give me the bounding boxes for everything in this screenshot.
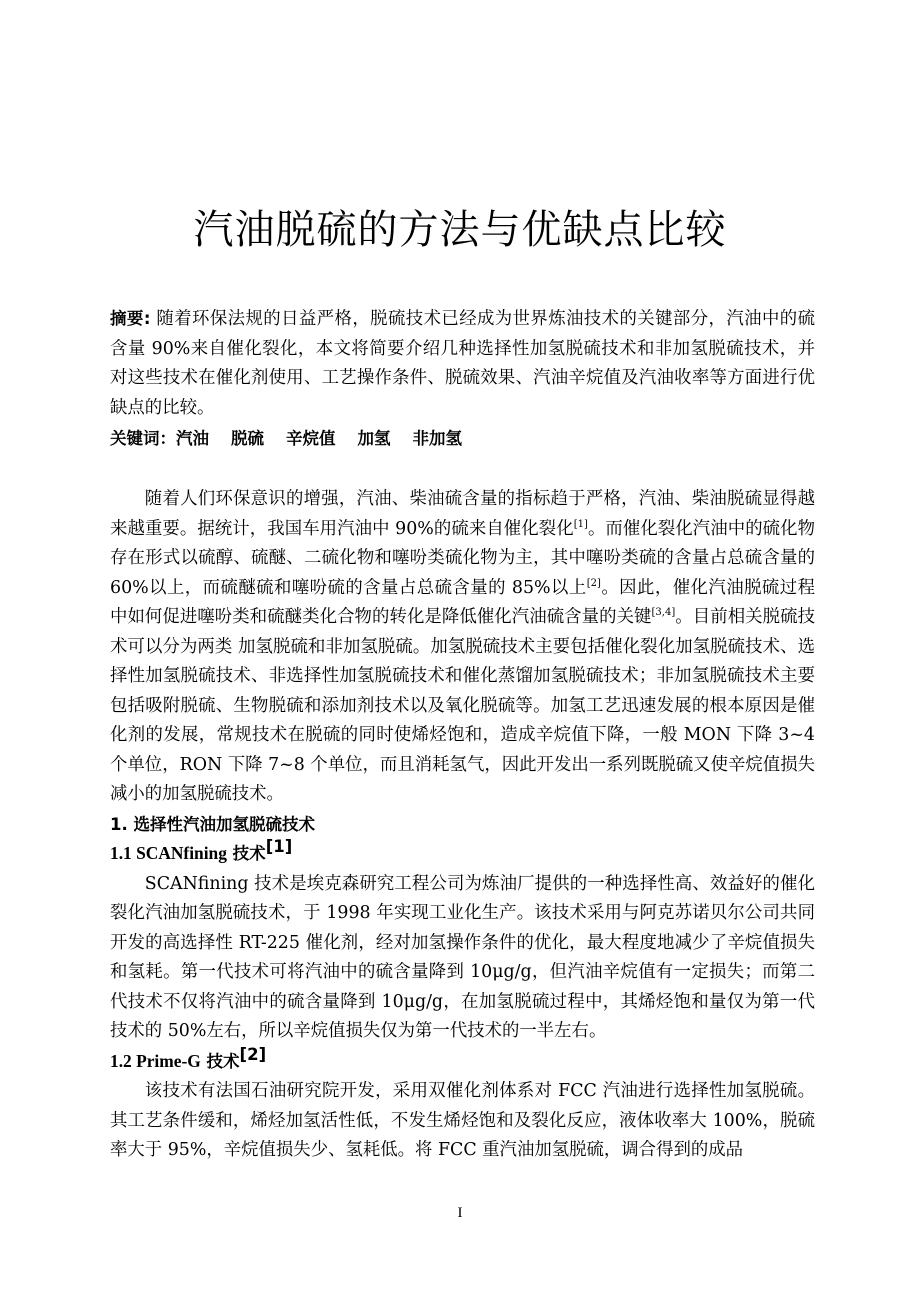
intro-text-3: 。因此，催化汽油脱硫过程中如何促进噻吩类和硫醚类化合物的转化是降低催化汽油硫含量的关键: [110, 577, 815, 627]
paragraph: 该技术有法国石油研究院开发，采用双催化剂体系对 FCC 汽油进行选择性加氢脱硫。其工艺条件缓和，烯烃加氢活性低，不发生烯烃饱和及裂化反应，液体收率大 100%，脱硫率大于 95%，辛烷值损失少、氢耗低。将 FCC 重汽油加氢脱硫，调合得到的成品: [110, 1081, 815, 1160]
citation: [2]: [586, 577, 601, 589]
keyword: 汽油: [176, 429, 209, 448]
citation: [2]: [239, 1044, 267, 1064]
subsection-heading: [110, 1044, 815, 1078]
page-title: 汽油脱硫的方法与优缺点比较: [193, 207, 727, 253]
intro-text-4: 。目前相关脱硫技术可以分为两类 加氢脱硫和非加氢脱硫。加氢脱硫技术主要包括催化裂化加氢脱硫技术、选择性加氢脱硫技术、非选择性加氢脱硫技术和催化蒸馏加氢脱硫技术；非加氢脱硫技术主要包括吸附脱硫、生物脱硫和添加剂技术以及氧化脱硫等。加氢工艺迅速发展的根本原因是催化剂的发展，常规技术在脱硫的同时使烯烃饱和，造成辛烷值下降，一般 MON 下降 3~4 个单位，RON 下降 7~8 个单位，而且消耗氢气，因此开发出一系列既脱硫又使辛烷值损失减小的加氢脱硫技术。: [110, 607, 815, 804]
abstract-text: 随着环保法规的日益严格，脱硫技术已经成为世界炼油技术的关键部分，汽油中的硫含量 90%来自催化裂化，本文将简要介绍几种选择性加氢脱硫技术和非加氢脱硫技术，并对这些技术在催化剂使用、工艺操作条件、脱硫效果、汽油辛烷值及汽油收率等方面进行优缺点的比较。: [110, 309, 815, 418]
subsection-title: 技术: [226, 844, 266, 863]
keywords: [110, 424, 815, 454]
citation: [1]: [573, 518, 588, 530]
body-text: [110, 485, 815, 1166]
keyword: 非加氢: [412, 429, 462, 448]
abstract: [110, 304, 815, 423]
subsection-number: 1.2 Prime-G: [110, 1050, 201, 1071]
citation: [3,4]: [651, 607, 676, 619]
page-number: I: [457, 1205, 463, 1221]
intro-paragraph: [110, 485, 815, 810]
intro-text-2: 。而催化裂化汽油中的硫化物存在形式以硫醇、硫醚、二硫化物和噻吩类硫化物为主，其中噻吩类硫的含量占总硫含量的 60%以上，而硫醚硫和噻吩硫的含量占总硫含量的 85%以上: [110, 518, 815, 598]
abstract-label: 摘要:: [110, 309, 151, 328]
citation: [1]: [265, 837, 293, 857]
paragraph: SCANfining 技术是埃克森研究工程公司为炼油厂提供的一种选择性高、效益好的催化裂化汽油加氢脱硫技术，于 1998 年实现工业化生产。该技术采用与阿克苏诺贝尔公司共同开发的高选择性 RT-225 催化剂，经对加氢操作条件的优化，最大程度地减少了辛烷值损失和氢耗。第一代技术可将汽油中的硫含量降到 10μg/g，但汽油辛烷值有一定损失；而第二代技术不仅将汽油中的硫含量降到 10μg/g，在加氢脱硫过程中，其烯烃饱和量仅为第一代技术的 50%左右，所以辛烷值损失仅为第一代技术的一半左右。: [110, 873, 815, 1041]
intro-text-1: 随着人们环保意识的增强，汽油、柴油硫含量的指标趋于严格，汽油、柴油脱硫显得越来越重要。据统计，我国车用汽油中 90%的硫来自催化裂化: [110, 489, 815, 539]
keyword: 辛烷值: [286, 429, 336, 448]
subsection-title: 技术: [200, 1051, 240, 1071]
keywords-label: 关键词：: [110, 429, 176, 448]
section-heading: 1. 选择性汽油加氢脱硫技术: [110, 814, 315, 834]
keyword: 加氢: [357, 429, 391, 448]
subsection-heading: [110, 839, 815, 870]
subsection-number: 1.1 SCANfining: [110, 843, 227, 863]
keyword: 脱硫: [231, 429, 264, 448]
